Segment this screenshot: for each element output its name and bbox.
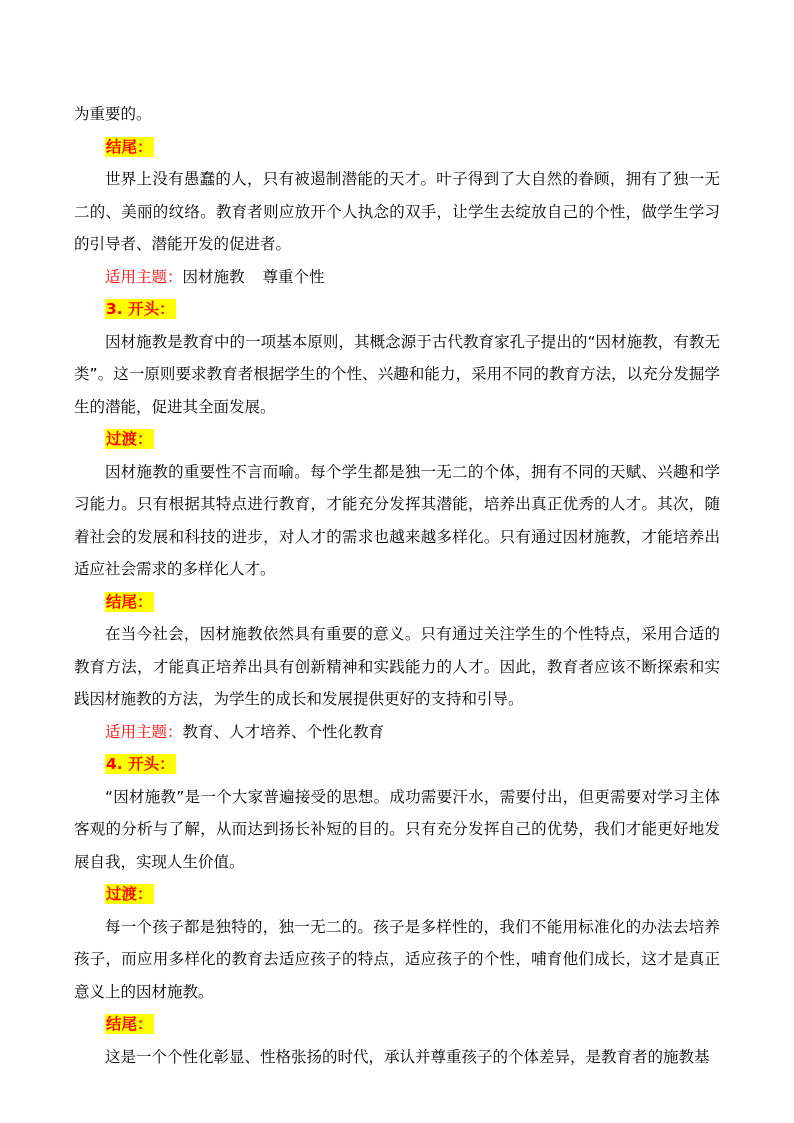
highlighted-label: 结尾： [106,592,153,611]
applicable-topics [105,716,720,749]
highlighted-label: 过渡： [106,430,153,448]
paragraph-text: 世界上没有愚蠢的人，只有被遏制潜能的天才。叶子得到了大自然的眷顾，拥有了独一无二的、美丽的纹络。教育者则应放开个人执念的双手，让学生去绽放自己的个性，做学生学习的引导者、潜能开发的促进者。 [74,170,720,253]
section-label-ending [74,586,720,619]
topic-text: 教育、人才培养、个性化教育 [182,722,385,741]
paragraph-text: 每一个孩子都是独特的，独一无二的。孩子是多样性的，我们不能用标准化的办法去培养孩子，而应用多样化的教育去适应孩子的特点，适应孩子的个性，哺育他们成长，这才是真正意义上的因材施教。 [74,917,720,1001]
section-label-transition [74,423,720,456]
paragraph [74,456,720,586]
paragraph-text: “因材施教”是一个大家普遍接受的思想。成功需要汗水，需要付出，但更需要对学习主体客观的分析与了解，从而达到扬长补短的目的。只有充分发挥自己的优势，我们才能更好地发展自我，实现人生价值。 [74,787,720,871]
paragraph-continuation [74,98,720,131]
topic-label: 适用主题： [105,722,183,741]
paragraph [74,618,720,716]
section-label-opening [74,748,720,781]
paragraph [74,163,720,261]
highlighted-label: 3. 开头： [106,300,175,318]
section-label-transition [74,878,720,911]
paragraph-text: 这是一个个性化彰显、性格张扬的时代，承认并尊重孩子的个体差异，是教育者的施教基 [105,1047,710,1066]
paragraph [74,781,720,879]
section-label-opening [74,293,720,326]
paragraph-text: 为重要的。 [74,105,152,123]
applicable-topics [105,261,720,294]
topic-label: 适用主题： [105,267,183,286]
section-label-ending [74,131,720,164]
paragraph-text: 因材施教是教育中的一项基本原则，其概念源于古代教育家孔子提出的“因材施教，有教无类”。这一原则要求教育者根据学生的个性、兴趣和能力，采用不同的教育方法，以充分发掘学生的潜能，促进其全面发展。 [74,332,720,416]
paragraph [74,1041,720,1074]
paragraph-text: 在当今社会，因材施教依然具有重要的意义。只有通过关注学生的个性特点，采用合适的教育方法，才能真正培养出具有创新精神和实践能力的人才。因此，教育者应该不断探索和实践因材施教的方法，为学生的成长和发展提供更好的支持和引导。 [74,625,720,708]
topic-item: 尊重个性 [262,267,325,286]
section-label-ending [74,1008,720,1041]
highlighted-label: 过渡： [106,885,153,903]
topic-item: 因材施教 [182,267,245,286]
highlighted-label: 结尾： [106,1015,153,1033]
highlighted-label: 4. 开头： [106,755,175,773]
paragraph [74,911,720,1009]
paragraph [74,326,720,424]
highlighted-label: 结尾： [106,137,153,156]
paragraph-text: 因材施教的重要性不言而喻。每个学生都是独一无二的个体，拥有不同的天赋、兴趣和学习能力。只有根据其特点进行教育，才能充分发挥其潜能，培养出真正优秀的人才。其次，随着社会的发展和科技的进步，对人才的需求也越来越多样化。只有通过因材施教，才能培养出适应社会需求的多样化人才。 [74,462,720,578]
